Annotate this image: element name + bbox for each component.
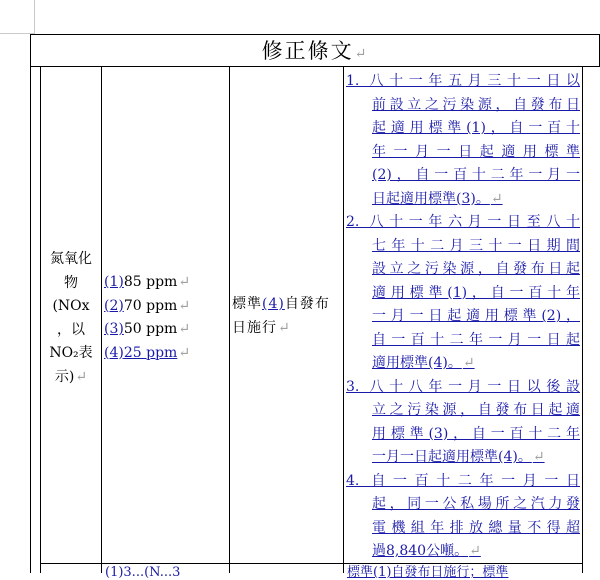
provision-line: 立之污染源，自發布日起適: [372, 402, 580, 418]
paragraph-mark-icon: ↵: [469, 543, 481, 559]
table-header-title: 修正條文↵: [261, 39, 369, 63]
margin-guide: [34, 0, 35, 34]
provision-line: 一月一日起適用標準(2)，: [372, 308, 580, 324]
paragraph-mark-icon: ↵: [178, 297, 191, 314]
provision-line: 一月一日起適用標準(4)。↵: [372, 449, 545, 465]
col-border-4: [343, 66, 344, 573]
provision-item: [346, 376, 580, 470]
standard-item: (2)70 ppm↵: [104, 297, 191, 314]
table-top-border: [30, 34, 600, 35]
provision-line: 適用標準(1)，自一百十年: [372, 284, 580, 301]
provision-line: 1. 八十一年五月三十一日以: [346, 73, 580, 89]
provision-line: 自一百十二年一月一日起: [372, 331, 580, 348]
paragraph-mark-icon: ↵: [532, 449, 545, 465]
paragraph-mark-icon: ↵: [178, 321, 191, 337]
provision-line: 3. 八十八年一月一日以後設: [346, 378, 580, 395]
provision-line: 2. 八十一年六月一日至八十: [346, 214, 580, 230]
header-bottom-border: [30, 66, 600, 67]
col-border-5: [582, 66, 583, 573]
paragraph-mark-icon: ↵: [490, 190, 503, 207]
standards-cell: [104, 271, 228, 365]
provisions-cell: [346, 70, 580, 564]
provision-line: 適用標準(4)。↵: [372, 355, 475, 371]
provision-line: (2)，自一百十二年一月一: [372, 167, 580, 183]
margin-guide: [0, 33, 34, 34]
provision-line: 起適用標準(1)，自一百十: [372, 120, 580, 136]
provision-line: 七年十二月三十一日期間: [372, 237, 580, 254]
provision-line: 設立之污染源，自發布日起: [372, 261, 580, 277]
applicable-cell: 標準(4)自發布日施行↵: [232, 296, 330, 336]
standard-item: (1)85 ppm↵: [104, 274, 191, 290]
standard-item: (3)50 ppm↵: [104, 321, 191, 337]
col-border-3: [229, 66, 230, 573]
provision-line: 年一月一日起適用標準: [372, 143, 580, 160]
standard-item: (4)25 ppm↵: [104, 344, 191, 361]
pollutant-cell: [40, 248, 102, 389]
provision-line: 用標準(3)，自一百十二年: [372, 425, 580, 442]
provision-line: 過8,840公噸。↵: [372, 543, 481, 559]
paragraph-mark-icon: ↵: [278, 319, 291, 336]
provision-line: 4. 自一百十二年一月一日: [346, 472, 580, 489]
table-left-border: [30, 34, 31, 573]
paragraph-mark-icon: ↵: [462, 355, 475, 371]
pollutant-line: 物: [64, 274, 78, 291]
provision-line: 起，同一公私場所之汽力發: [372, 496, 580, 512]
pollutant-line: (NOx: [52, 298, 90, 314]
paragraph-mark-icon: ↵: [178, 344, 191, 361]
provision-item: [346, 211, 580, 376]
provision-line: 電機組年排放總量不得超: [372, 519, 580, 536]
paragraph-mark-icon: ↵: [354, 46, 369, 62]
provision-item: [346, 70, 580, 211]
next-row-provision-partial: 標準(1)自發布日施行；標準: [347, 565, 509, 580]
provision-line: 前設立之污染源，自發布日: [372, 96, 580, 113]
pollutant-line: ，以: [57, 321, 85, 338]
provision-item: [346, 470, 580, 564]
paragraph-mark-icon: ↵: [75, 368, 88, 385]
pollutant-line: 氮氧化: [50, 251, 92, 267]
pollutant-line: 示)↵: [54, 368, 88, 385]
provision-line: 日起適用標準(3)。↵: [372, 190, 503, 207]
pollutant-line: NO₂表: [49, 345, 93, 361]
paragraph-mark-icon: ↵: [178, 274, 191, 290]
next-row-standards-partial: (1)3...(N...3: [105, 565, 181, 580]
